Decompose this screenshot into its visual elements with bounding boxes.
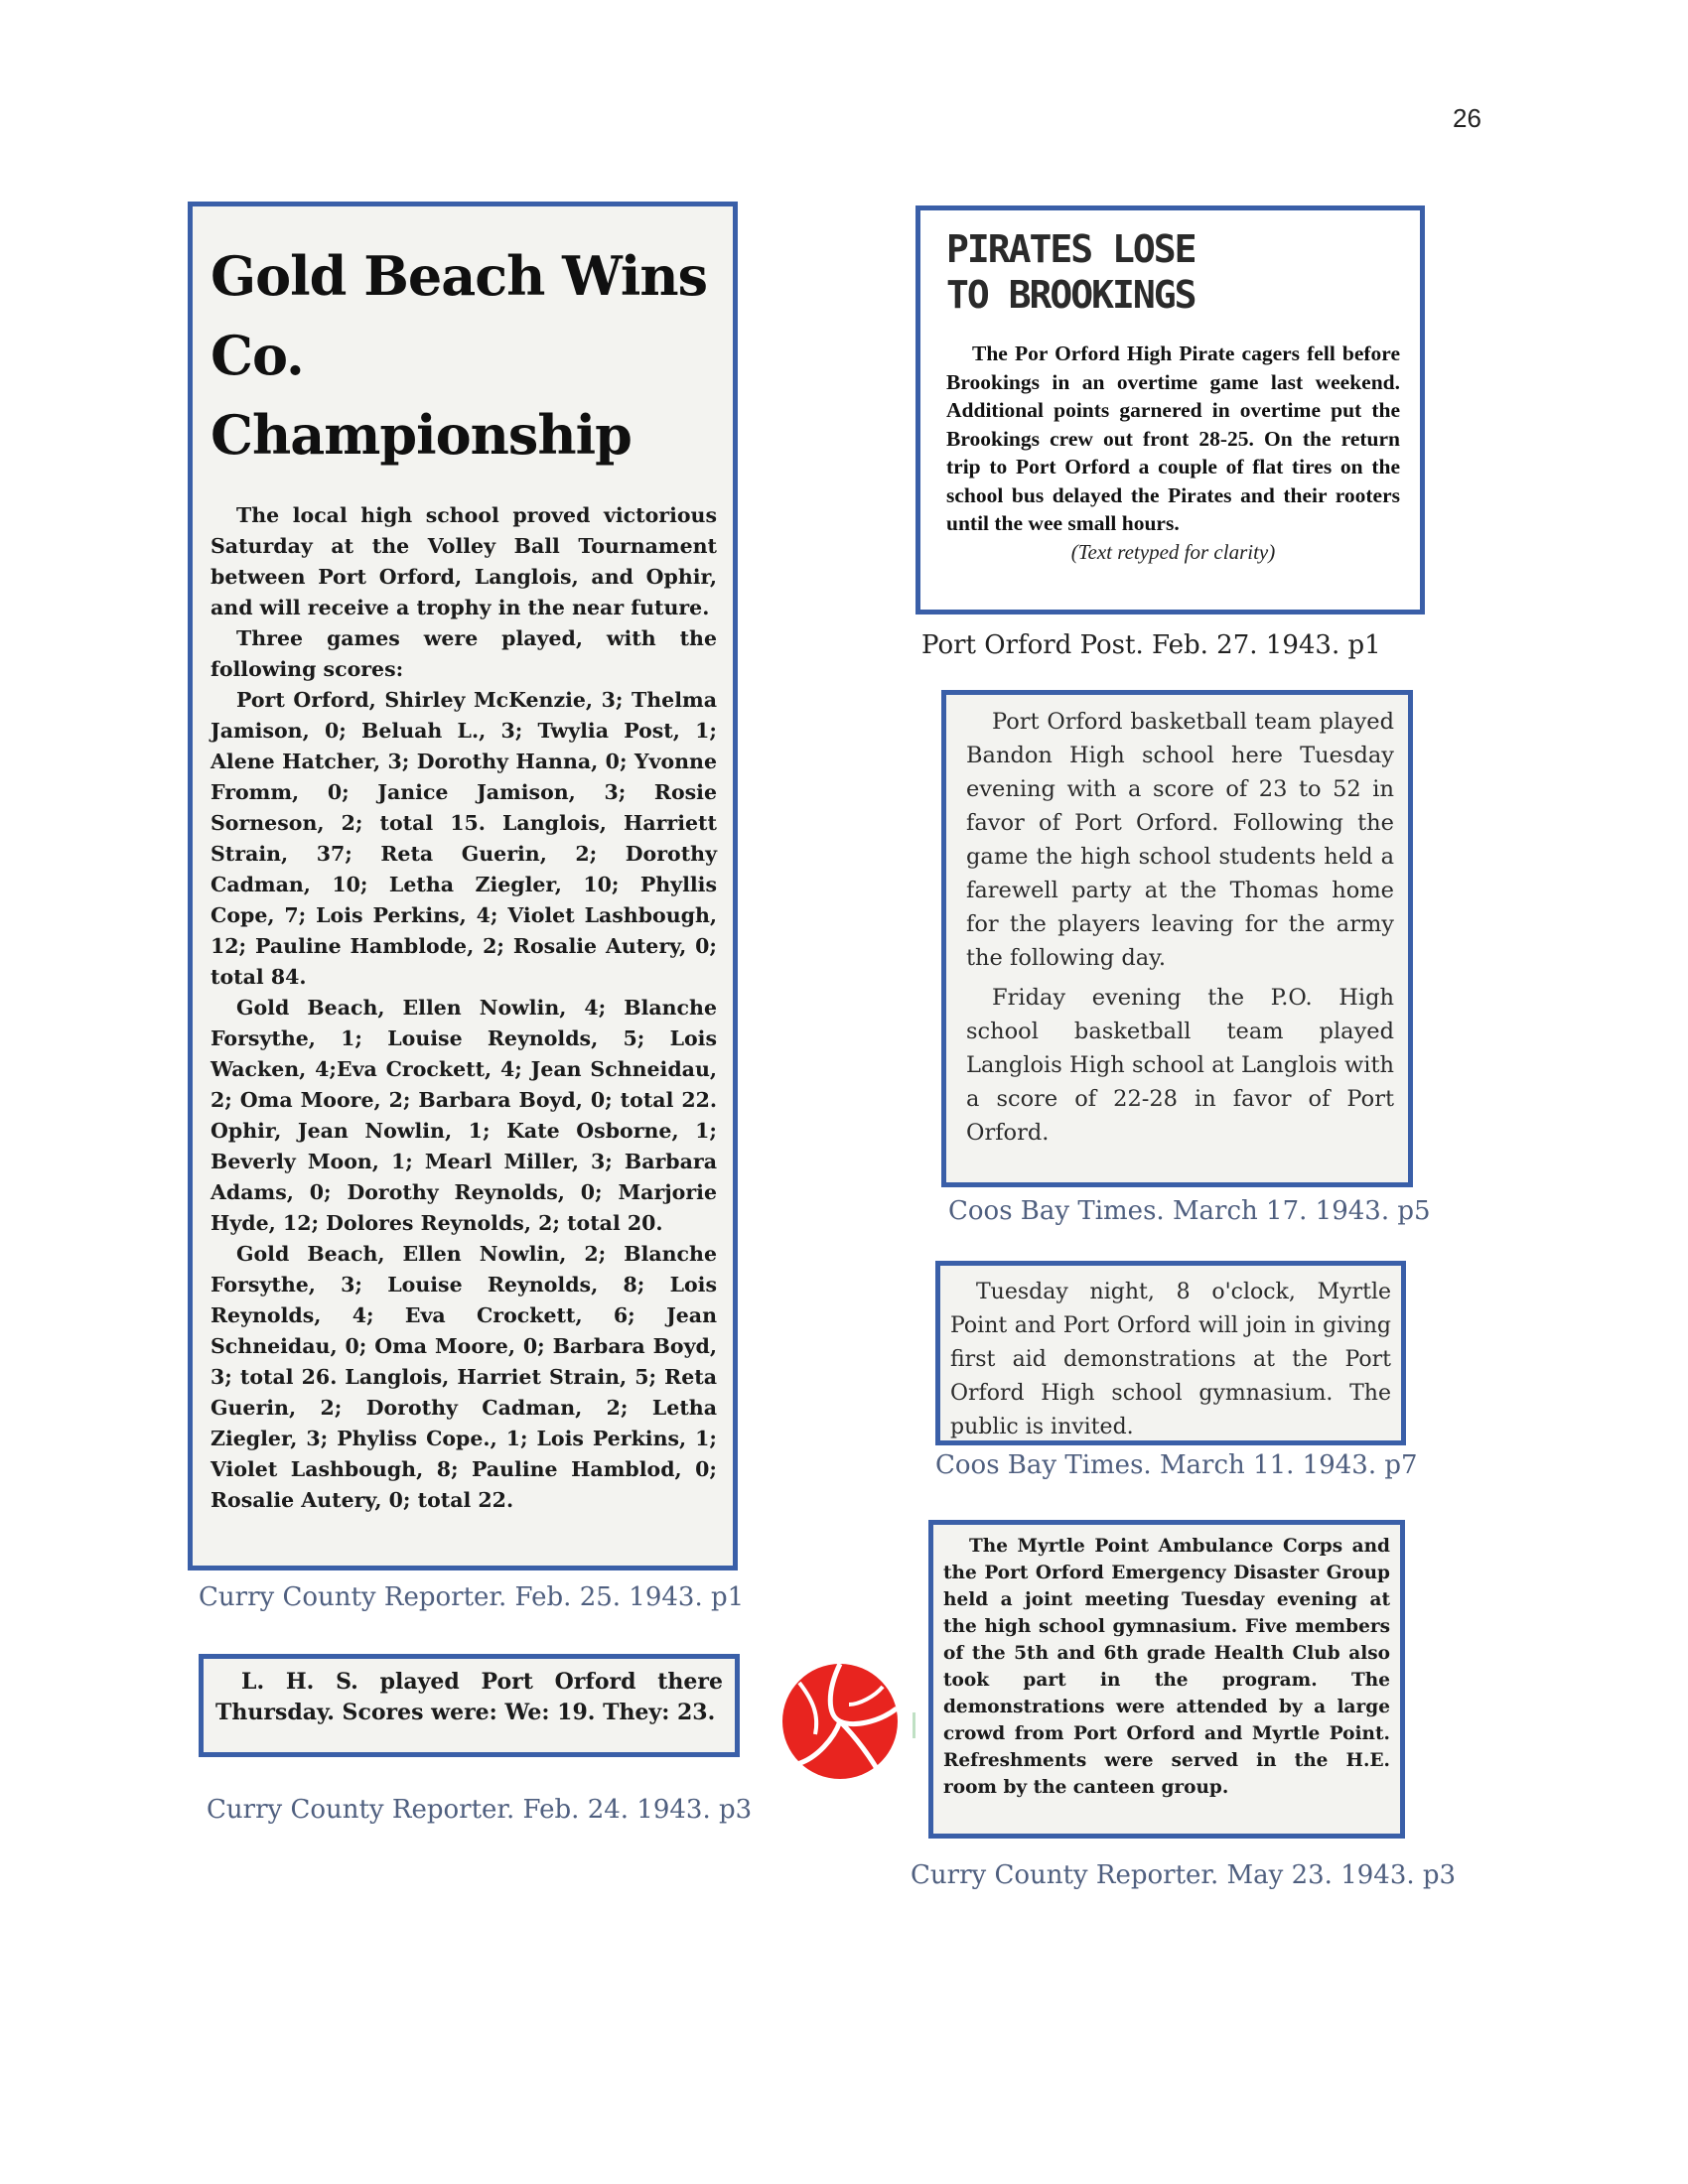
- paragraph: Friday evening the P.O. High school basketball team played Langlois High school at Langlois with a score of 22-28 in favor of Port Orford.: [966, 985, 1394, 1146]
- clipping-pirates-lose: [915, 205, 1425, 614]
- paragraph: The Por Orford High Pirate cagers fell before Brookings in an overtime game last weekend. Additional points garnered in overtime put the Brookings crew out front 28-25. On the return trip to Port Orford a couple of flat tires on the school bus delayed the Pirates and their rooters until the wee small hours.: [946, 341, 1400, 535]
- caption-first-aid: Coos Bay Times. March 11. 1943. p7: [935, 1450, 1418, 1480]
- paragraph: Gold Beach, Ellen Nowlin, 4; Blanche Forsythe, 1; Louise Reynolds, 5; Lois Wacken, 4;Eva Crockett, 4; Jean Schneidau, 2; Oma Moore, 2; Barbara Boyd, 0; total 22. Ophir, Jean Nowlin, 1; Kate Osborne, 1; Beverly Moon, 1; Mearl Miller, 3; Barbara Adams, 0; Dorothy Reynolds, 0; Marjorie Hyde, 12; Dolores Reynolds, 2; total 20.: [211, 996, 717, 1235]
- caption-basketball: Coos Bay Times. March 17. 1943. p5: [948, 1196, 1431, 1226]
- paragraph: Tuesday night, 8 o'clock, Myrtle Point and Port Orford will join in giving first aid demonstrations at the Port Orford High school gymnasium. The public is invited.: [950, 1280, 1391, 1439]
- clipping-headline: [211, 236, 717, 475]
- volleyball-icon: [779, 1661, 901, 1782]
- paragraph: Three games were played, with the following scores:: [211, 626, 717, 681]
- retyped-note: (Text retyped for clarity): [1070, 539, 1276, 564]
- paragraph: The Myrtle Point Ambulance Corps and the Port Orford Emergency Disaster Group held a joint meeting Tuesday evening at the high school gymnasium. Five members of the 5th and 6th grade Health Club also took part in the program. The demonstrations were attended by a large crowd from Port Orford and Myrtle Point. Refreshments were served in the H.E. room by the canteen group.: [943, 1536, 1390, 1798]
- divider-mark: [913, 1712, 915, 1738]
- paragraph: L. H. S. played Port Orford there Thursday. Scores were: We: 19. They: 23.: [215, 1669, 723, 1725]
- paragraph: Port Orford, Shirley McKenzie, 3; Thelma Jamison, 0; Beluah L., 3; Twylia Post, 1; Alene Hatcher, 3; Dorothy Hanna, 0; Yvonne Fromm, 0; Janice Jamison, 3; Rosie Sorneson, 2; total 15. Langlois, Harriett Strain, 37; Reta Guerin, 2; Dorothy Cadman, 10; Letha Ziegler, 10; Phyllis Cope, 7; Lois Perkins, 4; Violet Lashbough, 12; Pauline Hamblode, 2; Rosalie Autery, 0; total 84.: [211, 688, 717, 989]
- headline-line-1: Gold Beach Wins: [211, 244, 708, 308]
- headline-line-2: Co. Championship: [211, 324, 632, 467]
- page-number: 26: [1453, 103, 1481, 133]
- headline-line-2: TO BROOKINGS: [946, 273, 1196, 317]
- clipping-lhs: [199, 1654, 740, 1757]
- paragraph: Gold Beach, Ellen Nowlin, 2; Blanche Forsythe, 3; Louise Reynolds, 8; Lois Reynolds, 4; Eva Crockett, 6; Jean Schneidau, 0; Oma Moore, 0; Barbara Boyd, 3; total 26. Langlois, Harriet Strain, 5; Reta Guerin, 2; Dorothy Cadman, 2; Letha Ziegler, 3; Phyliss Cope., 1; Lois Perkins, 1; Violet Lashbough, 8; Pauline Hamblod, 0; Rosalie Autery, 0; total 22.: [211, 1242, 717, 1512]
- clipping-ambulance-corps: [928, 1520, 1405, 1839]
- caption-ambulance-corps: Curry County Reporter. May 23. 1943. p3: [911, 1860, 1457, 1890]
- caption-gold-beach: Curry County Reporter. Feb. 25. 1943. p1: [199, 1582, 745, 1612]
- clipping-basketball: [941, 690, 1413, 1187]
- headline-line-1: PIRATES LOSE: [946, 227, 1196, 271]
- paragraph: Port Orford basketball team played Bandon High school here Tuesday evening with a score of 23 to 52 in favor of Port Orford. Following the game the high school students held a farewell party at the Thomas home for the players leaving for the army the following day.: [966, 709, 1394, 971]
- clipping-headline: [946, 226, 1400, 318]
- clipping-gold-beach: [188, 202, 738, 1570]
- caption-pirates-lose: Port Orford Post. Feb. 27. 1943. p1: [921, 630, 1381, 660]
- caption-lhs: Curry County Reporter. Feb. 24. 1943. p3: [207, 1795, 753, 1825]
- clipping-first-aid: [935, 1261, 1406, 1445]
- paragraph: The local high school proved victorious Saturday at the Volley Ball Tournament between Port Orford, Langlois, and Ophir, and will receive a trophy in the near future.: [211, 503, 717, 619]
